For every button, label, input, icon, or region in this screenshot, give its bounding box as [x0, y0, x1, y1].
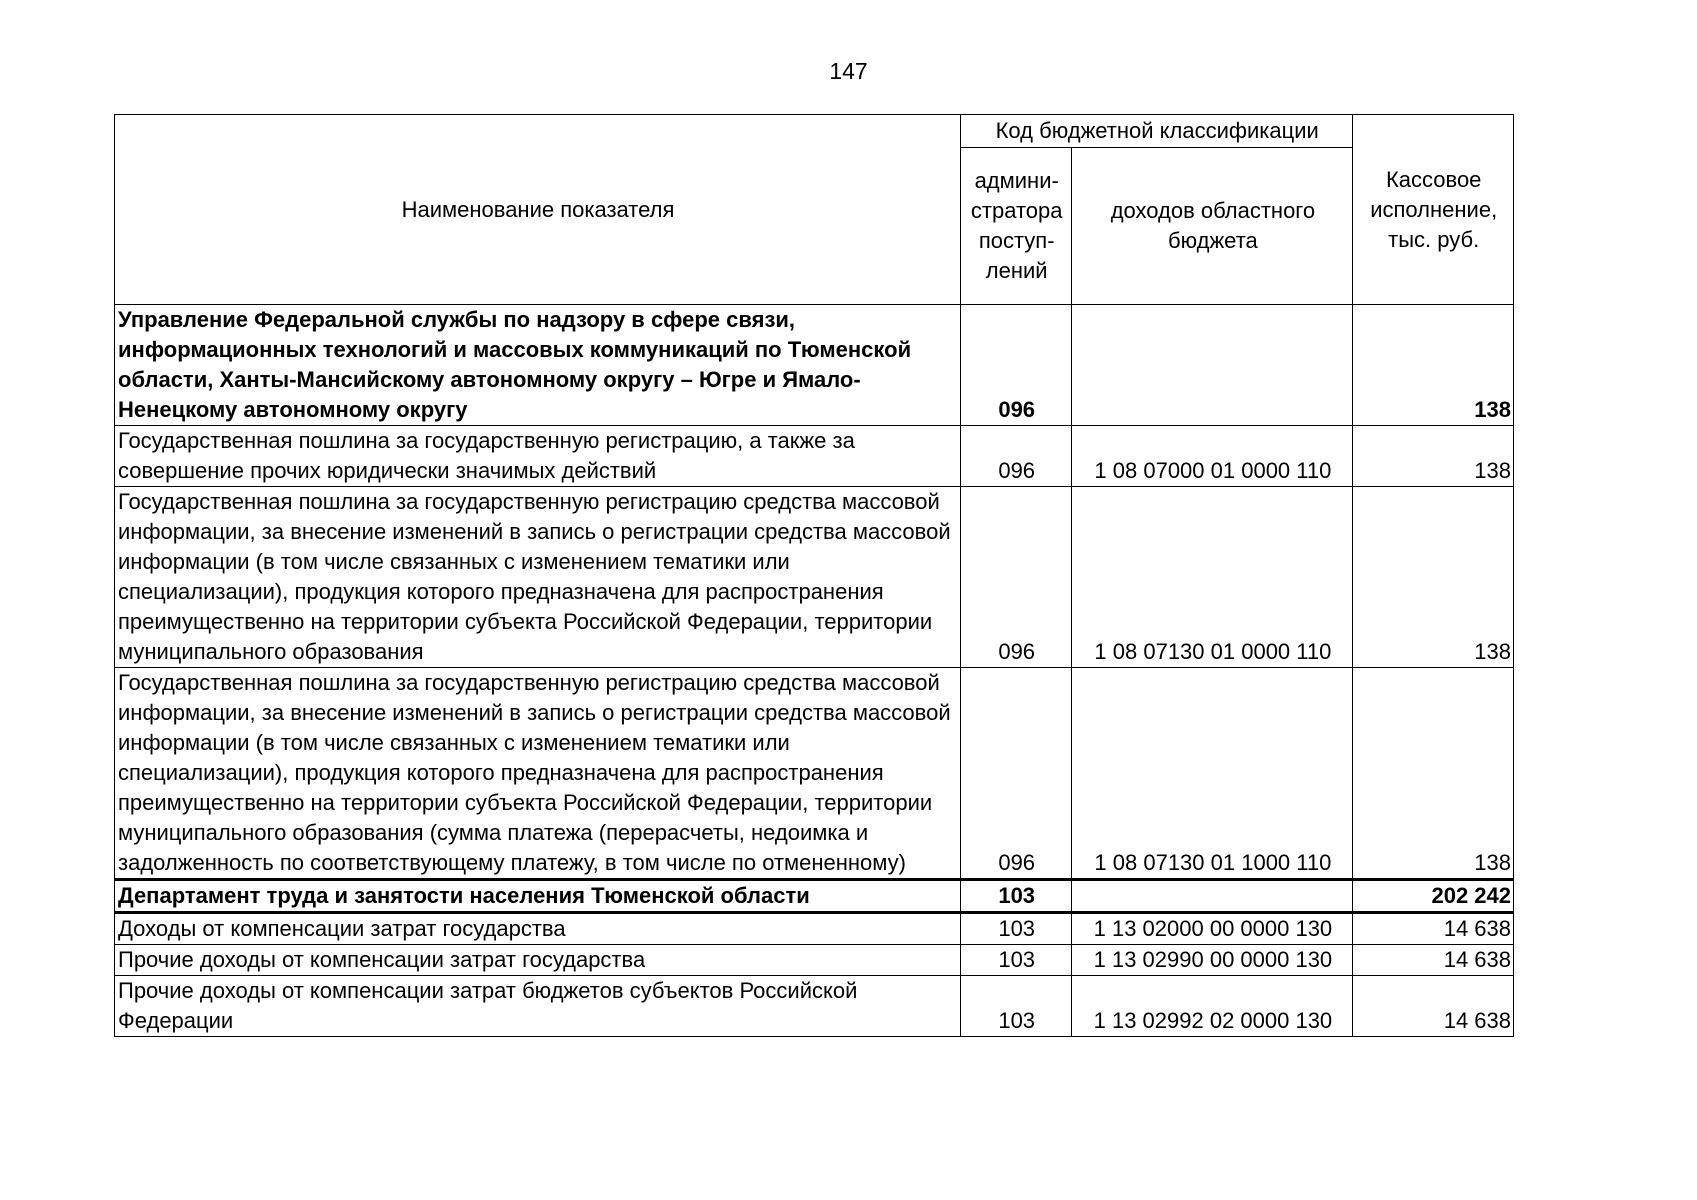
row-amount: 202 242 [1353, 880, 1514, 913]
budget-revenue-table [114, 114, 1514, 1037]
row-admin-code: 103 [961, 945, 1072, 976]
table-row [115, 976, 1514, 1037]
row-admin-code: 096 [961, 487, 1072, 668]
row-amount: 138 [1353, 668, 1514, 880]
table-row [115, 945, 1514, 976]
row-income-code: 1 08 07000 01 0000 110 [1072, 426, 1353, 487]
header-administrator: админи-стратора поступ-лений [961, 148, 1072, 305]
row-amount: 14 638 [1353, 976, 1514, 1037]
row-income-code: 1 13 02990 00 0000 130 [1072, 945, 1353, 976]
table-row [115, 305, 1514, 426]
header-income-code: доходов областного бюджета [1072, 148, 1353, 305]
row-name: Управление Федеральной службы по надзору в сфере связи, информационных технологий и массовых коммуникаций по Тюменской области, Ханты-Мансийскому автономному округу – Югре и Ямало-Ненецкому автономному округу [115, 305, 961, 426]
row-admin-code: 096 [961, 426, 1072, 487]
row-admin-code: 103 [961, 913, 1072, 945]
row-income-code [1072, 880, 1353, 913]
page-number: 147 [829, 58, 868, 84]
row-admin-code: 096 [961, 668, 1072, 880]
row-admin-code: 103 [961, 880, 1072, 913]
row-admin-code: 103 [961, 976, 1072, 1037]
row-amount: 138 [1353, 487, 1514, 668]
row-name: Государственная пошлина за государственную регистрацию средства массовой информации, за внесение изменений в запись о регистрации средства массовой информации (в том числе связанных с изменением тематики или специализации), продукция которого предназначена для распространения преимущественно на территории субъекта Российской Федерации, территории муниципального образования (сумма платежа (перерасчеты, недоимка и задолженность по соответствующему платежу, в том числе по отмененному) [115, 668, 961, 880]
header-indicator-name: Наименование показателя [115, 115, 961, 305]
header-classification-code: Код бюджетной классификации [961, 115, 1353, 148]
row-name: Департамент труда и занятости населения Тюменской области [115, 880, 961, 913]
row-name: Государственная пошлина за государственную регистрацию средства массовой информации, за внесение изменений в запись о регистрации средства массовой информации (в том числе связанных с изменением тематики или специализации), продукция которого предназначена для распространения преимущественно на территории субъекта Российской Федерации, территории муниципального образования [115, 487, 961, 668]
header-cash-execution: Кассовое исполнение, тыс. руб. [1353, 115, 1514, 305]
table-header [115, 115, 1514, 305]
row-income-code: 1 13 02000 00 0000 130 [1072, 913, 1353, 945]
table-body [115, 305, 1514, 1037]
row-amount: 138 [1353, 426, 1514, 487]
row-income-code: 1 08 07130 01 0000 110 [1072, 487, 1353, 668]
row-name: Доходы от компенсации затрат государства [115, 913, 961, 945]
row-income-code [1072, 305, 1353, 426]
row-name: Прочие доходы от компенсации затрат бюджетов субъектов Российской Федерации [115, 976, 961, 1037]
row-amount: 14 638 [1353, 913, 1514, 945]
table-row [115, 668, 1514, 880]
row-amount: 138 [1353, 305, 1514, 426]
table-row [115, 487, 1514, 668]
table-row [115, 426, 1514, 487]
row-admin-code: 096 [961, 305, 1072, 426]
row-income-code: 1 08 07130 01 1000 110 [1072, 668, 1353, 880]
row-amount: 14 638 [1353, 945, 1514, 976]
row-name: Государственная пошлина за государственную регистрацию, а также за совершение прочих юридически значимых действий [115, 426, 961, 487]
row-income-code: 1 13 02992 02 0000 130 [1072, 976, 1353, 1037]
row-name: Прочие доходы от компенсации затрат государства [115, 945, 961, 976]
table-row [115, 880, 1514, 913]
table-row [115, 913, 1514, 945]
